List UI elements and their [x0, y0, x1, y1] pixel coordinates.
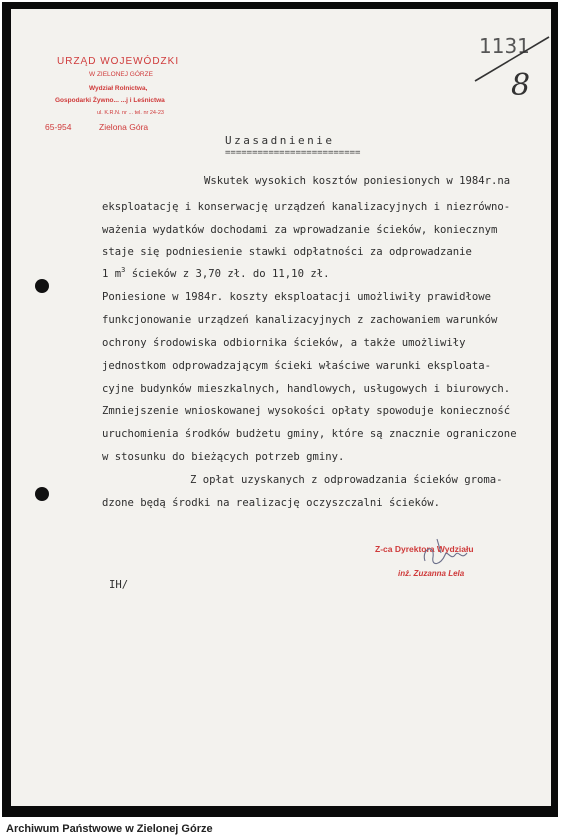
body-line: dzone będą środki na realizację oczyszczalni ścieków.: [102, 497, 441, 509]
folio-crossed: 1131: [479, 34, 530, 58]
stamp-city: Zielona Góra: [99, 122, 149, 132]
folio-number-mark: [473, 27, 551, 107]
body-line: eksploatację i konserwację urządzeń kanalizacyjnych i niezrówno-: [102, 201, 511, 213]
punch-hole-icon: [35, 279, 49, 293]
body-line: ważenia wydatków dochodami za wprowadzanie ścieków, koniecznym: [102, 224, 498, 236]
body-line: uruchomienia środków budżetu gminy, które są znacznie ograniczone: [102, 428, 517, 440]
document-title: Uzasadnienie: [225, 134, 335, 147]
rate-line: [102, 266, 330, 280]
stamp-line: Gospodarki Żywno... ...j i Leśnictwa: [55, 97, 165, 104]
document-page: [11, 9, 551, 806]
punch-hole-icon: [35, 487, 49, 501]
body-line: funkcjonowanie urządzeń kanalizacyjnych z zachowaniem warunków: [102, 314, 498, 326]
body-line: ochrony środowiska odbiornika ścieków, a także umożliwiły: [102, 337, 466, 349]
body-line: Poniesione w 1984r. koszty eksploatacji umożliwiły prawidłowe: [102, 291, 492, 303]
body-line: jednostkom odprowadzającym ścieki właściwe warunki eksploata-: [102, 360, 492, 372]
stamp-postcode: 65-954: [45, 122, 72, 132]
rate-superscript: 3: [121, 266, 126, 274]
stamp-line: Wydział Rolnictwa,: [89, 85, 148, 92]
body-line: staje się podniesienie stawki odpłatności za odprowadzanie: [102, 246, 472, 258]
title-rule: =========================: [225, 148, 361, 158]
signatory-title: Z-ca Dyrektora Wydziału: [375, 544, 474, 554]
stamp-line: URZĄD WOJEWÓDZKI: [57, 56, 180, 67]
archive-caption: Archiwum Państwowe w Zielonej Górze: [6, 823, 213, 835]
body-line: cyjne budynków mieszkalnych, handlowych, usługowych i biurowych.: [102, 383, 511, 395]
body-line: w stosunku do bieżących potrzeb gminy.: [102, 451, 345, 463]
body-line: Wskutek wysokich kosztów poniesionych w 1984r.na: [204, 175, 511, 187]
typist-initials: IH/: [109, 579, 129, 591]
stamp-line: ul. K.R.N. nr ... tel. nr 24-23: [97, 110, 164, 116]
body-line: Z opłat uzyskanych z odprowadzania ścieków groma-: [190, 474, 503, 486]
rate-rest: ścieków z 3,70 zł. do 11,10 zł.: [125, 268, 330, 280]
signatory-name: inż. Zuzanna Lela: [398, 569, 465, 578]
rate-prefix: 1 m: [102, 268, 122, 280]
scan-frame: [2, 2, 558, 817]
body-line: Zmniejszenie wnioskowanej wysokości opłaty spowoduje konieczność: [102, 405, 511, 417]
stamp-line: W ZIELONEJ GÓRZE: [89, 71, 153, 78]
folio-number: 8: [511, 68, 531, 103]
